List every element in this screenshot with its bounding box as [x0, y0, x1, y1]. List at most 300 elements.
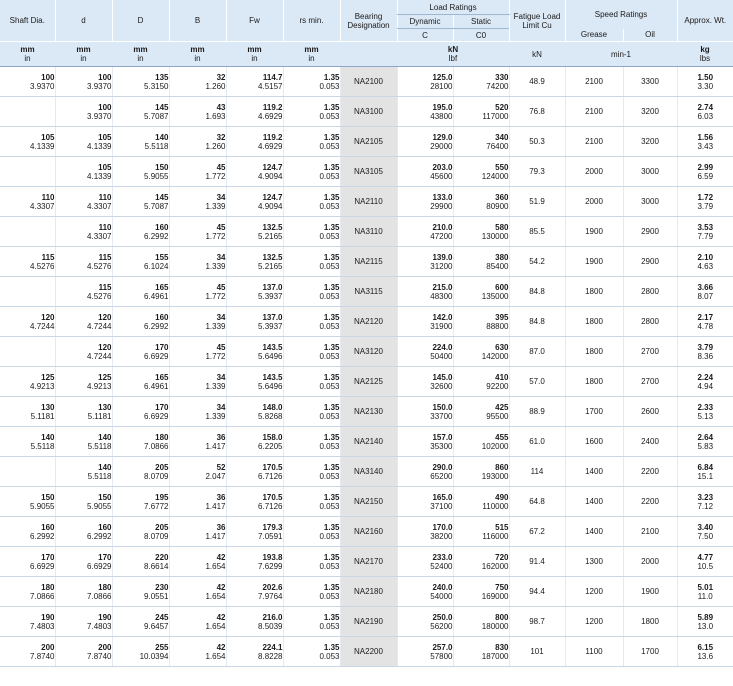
cell-oil-speed: 2800: [623, 277, 677, 307]
cell-d: 170 6.6929: [55, 547, 112, 577]
table-row: [0, 247, 733, 277]
cell-oil-speed: 3200: [623, 127, 677, 157]
cell-designation: NA2160: [340, 517, 397, 547]
cell-dynamic-rating: 203.0 45600: [397, 157, 453, 187]
cell-static-rating: 340 76400: [453, 127, 509, 157]
cell-fatigue-limit: 87.0: [509, 337, 565, 367]
header-static: Static: [453, 15, 509, 29]
cell-shaft-dia: [0, 337, 55, 367]
header-fatigue-load-limit: Fatigue Load Limit Cu: [509, 0, 565, 42]
cell-dynamic-rating: 290.0 65200: [397, 457, 453, 487]
unit-speed: min-1: [565, 42, 677, 67]
cell-B: 34 1.339: [169, 187, 226, 217]
cell-B: 43 1.693: [169, 97, 226, 127]
cell-dynamic-rating: 233.0 52400: [397, 547, 453, 577]
cell-D: 160 6.2992: [112, 217, 169, 247]
cell-D: 165 6.4961: [112, 367, 169, 397]
cell-oil-speed: 1900: [623, 577, 677, 607]
cell-shaft-dia: [0, 217, 55, 247]
cell-grease-speed: 1600: [565, 427, 623, 457]
cell-static-rating: 800 180000: [453, 607, 509, 637]
cell-rs: 1.35 0.053: [283, 157, 340, 187]
cell-oil-speed: 2700: [623, 337, 677, 367]
header-shaft-dia: Shaft Dia.: [0, 0, 55, 42]
cell-dynamic-rating: 142.0 31900: [397, 307, 453, 337]
cell-B: 45 1.772: [169, 337, 226, 367]
cell-shaft-dia: 180 7.0866: [0, 577, 55, 607]
header-load-ratings: Load Ratings: [397, 0, 509, 15]
cell-fw: 132.5 5.2165: [226, 247, 283, 277]
header-grease: Grease: [565, 29, 623, 42]
cell-B: 32 1.260: [169, 67, 226, 97]
cell-dynamic-rating: 210.0 47200: [397, 217, 453, 247]
cell-static-rating: 425 95500: [453, 397, 509, 427]
cell-weight: 3.79 8.36: [677, 337, 733, 367]
cell-weight: 4.77 10.5: [677, 547, 733, 577]
cell-shaft-dia: 105 4.1339: [0, 127, 55, 157]
cell-static-rating: 720 162000: [453, 547, 509, 577]
cell-grease-speed: 1400: [565, 487, 623, 517]
cell-rs: 1.35 0.053: [283, 337, 340, 367]
cell-oil-speed: 3000: [623, 187, 677, 217]
table-row: [0, 457, 733, 487]
table-row: [0, 97, 733, 127]
cell-fw: 170.5 6.7126: [226, 457, 283, 487]
table-row: [0, 427, 733, 457]
cell-fw: 202.6 7.9764: [226, 577, 283, 607]
cell-fw: 158.0 6.2205: [226, 427, 283, 457]
cell-static-rating: 490 110000: [453, 487, 509, 517]
cell-B: 42 1.654: [169, 637, 226, 667]
header-D: D: [112, 0, 169, 42]
unit-load-ratings: kN lbf: [397, 42, 509, 67]
cell-designation: NA2130: [340, 397, 397, 427]
cell-designation: NA2120: [340, 307, 397, 337]
unit-rs: mm in: [283, 42, 340, 67]
cell-D: 205 8.0709: [112, 517, 169, 547]
cell-weight: 2.64 5.83: [677, 427, 733, 457]
cell-shaft-dia: 140 5.5118: [0, 427, 55, 457]
cell-static-rating: 410 92200: [453, 367, 509, 397]
cell-B: 34 1.339: [169, 307, 226, 337]
cell-fatigue-limit: 76.8: [509, 97, 565, 127]
cell-shaft-dia: 200 7.8740: [0, 637, 55, 667]
cell-dynamic-rating: 133.0 29900: [397, 187, 453, 217]
cell-designation: NA2125: [340, 367, 397, 397]
cell-static-rating: 395 88800: [453, 307, 509, 337]
cell-d: 200 7.8740: [55, 637, 112, 667]
cell-d: 125 4.9213: [55, 367, 112, 397]
cell-oil-speed: 3200: [623, 97, 677, 127]
table-row: [0, 127, 733, 157]
cell-grease-speed: 1800: [565, 277, 623, 307]
cell-d: 190 7.4803: [55, 607, 112, 637]
cell-rs: 1.35 0.053: [283, 397, 340, 427]
cell-designation: NA2110: [340, 187, 397, 217]
cell-shaft-dia: [0, 157, 55, 187]
cell-rs: 1.35 0.053: [283, 67, 340, 97]
cell-B: 36 1.417: [169, 517, 226, 547]
table-row: [0, 367, 733, 397]
cell-shaft-dia: 170 6.6929: [0, 547, 55, 577]
cell-d: 115 4.5276: [55, 277, 112, 307]
cell-shaft-dia: [0, 277, 55, 307]
cell-designation: NA3105: [340, 157, 397, 187]
cell-grease-speed: 2000: [565, 157, 623, 187]
cell-designation: NA2140: [340, 427, 397, 457]
cell-weight: 2.17 4.78: [677, 307, 733, 337]
cell-D: 140 5.5118: [112, 127, 169, 157]
cell-grease-speed: 1900: [565, 247, 623, 277]
cell-oil-speed: 2000: [623, 547, 677, 577]
cell-d: 110 4.3307: [55, 187, 112, 217]
unit-shaft: mm in: [0, 42, 55, 67]
unit-weight: kg lbs: [677, 42, 733, 67]
cell-fw: 119.2 4.6929: [226, 127, 283, 157]
cell-rs: 1.35 0.053: [283, 427, 340, 457]
table-row: [0, 307, 733, 337]
cell-D: 145 5.7087: [112, 97, 169, 127]
cell-dynamic-rating: 195.0 43800: [397, 97, 453, 127]
header-dynamic: Dynamic: [397, 15, 453, 29]
cell-D: 135 5.3150: [112, 67, 169, 97]
cell-dynamic-rating: 250.0 56200: [397, 607, 453, 637]
cell-rs: 1.35 0.053: [283, 577, 340, 607]
cell-static-rating: 520 117000: [453, 97, 509, 127]
unit-fatigue: kN: [509, 42, 565, 67]
cell-fatigue-limit: 91.4: [509, 547, 565, 577]
cell-D: 195 7.6772: [112, 487, 169, 517]
table-row: [0, 397, 733, 427]
cell-shaft-dia: [0, 457, 55, 487]
cell-B: 42 1.654: [169, 577, 226, 607]
cell-static-rating: 830 187000: [453, 637, 509, 667]
cell-oil-speed: 2100: [623, 517, 677, 547]
cell-oil-speed: 2200: [623, 487, 677, 517]
cell-designation: NA2180: [340, 577, 397, 607]
cell-weight: 1.56 3.43: [677, 127, 733, 157]
cell-shaft-dia: 115 4.5276: [0, 247, 55, 277]
cell-fatigue-limit: 88.9: [509, 397, 565, 427]
cell-static-rating: 580 130000: [453, 217, 509, 247]
cell-shaft-dia: 120 4.7244: [0, 307, 55, 337]
unit-fw: mm in: [226, 42, 283, 67]
cell-fatigue-limit: 67.2: [509, 517, 565, 547]
cell-dynamic-rating: 170.0 38200: [397, 517, 453, 547]
cell-weight: 3.40 7.50: [677, 517, 733, 547]
cell-grease-speed: 2100: [565, 127, 623, 157]
cell-D: 220 8.6614: [112, 547, 169, 577]
cell-weight: 1.50 3.30: [677, 67, 733, 97]
cell-fw: 124.7 4.9094: [226, 187, 283, 217]
cell-fw: 216.0 8.5039: [226, 607, 283, 637]
table-row: [0, 217, 733, 247]
cell-oil-speed: 3000: [623, 157, 677, 187]
cell-dynamic-rating: 240.0 54000: [397, 577, 453, 607]
cell-rs: 1.35 0.053: [283, 637, 340, 667]
cell-D: 160 6.2992: [112, 307, 169, 337]
cell-d: 150 5.9055: [55, 487, 112, 517]
unit-B: mm in: [169, 42, 226, 67]
cell-fatigue-limit: 48.9: [509, 67, 565, 97]
cell-weight: 6.15 13.6: [677, 637, 733, 667]
cell-shaft-dia: [0, 97, 55, 127]
cell-d: 180 7.0866: [55, 577, 112, 607]
cell-rs: 1.35 0.053: [283, 127, 340, 157]
cell-grease-speed: 1400: [565, 517, 623, 547]
cell-rs: 1.35 0.053: [283, 307, 340, 337]
cell-rs: 1.35 0.053: [283, 97, 340, 127]
cell-fatigue-limit: 84.8: [509, 307, 565, 337]
cell-rs: 1.35 0.053: [283, 187, 340, 217]
cell-rs: 1.35 0.053: [283, 487, 340, 517]
cell-static-rating: 750 169000: [453, 577, 509, 607]
cell-fatigue-limit: 57.0: [509, 367, 565, 397]
cell-fatigue-limit: 64.8: [509, 487, 565, 517]
cell-dynamic-rating: 129.0 29000: [397, 127, 453, 157]
header-speed-ratings: Speed Ratings: [565, 0, 677, 29]
cell-static-rating: 330 74200: [453, 67, 509, 97]
cell-grease-speed: 1200: [565, 607, 623, 637]
cell-d: 105 4.1339: [55, 127, 112, 157]
cell-weight: 5.89 13.0: [677, 607, 733, 637]
cell-designation: NA2115: [340, 247, 397, 277]
cell-B: 32 1.260: [169, 127, 226, 157]
cell-static-rating: 630 142000: [453, 337, 509, 367]
cell-oil-speed: 2200: [623, 457, 677, 487]
cell-fatigue-limit: 114: [509, 457, 565, 487]
cell-D: 255 10.0394: [112, 637, 169, 667]
units-row: [0, 42, 733, 67]
cell-D: 150 5.9055: [112, 157, 169, 187]
cell-fw: 148.0 5.8268: [226, 397, 283, 427]
table-row: [0, 187, 733, 217]
cell-B: 45 1.772: [169, 157, 226, 187]
header-dynamic-symbol: C: [397, 29, 453, 42]
header-rs-min: rs min.: [283, 0, 340, 42]
cell-fatigue-limit: 85.5: [509, 217, 565, 247]
cell-fw: 119.2 4.6929: [226, 97, 283, 127]
cell-dynamic-rating: 215.0 48300: [397, 277, 453, 307]
cell-dynamic-rating: 157.0 35300: [397, 427, 453, 457]
unit-D: mm in: [112, 42, 169, 67]
cell-d: 140 5.5118: [55, 427, 112, 457]
cell-rs: 1.35 0.053: [283, 367, 340, 397]
cell-oil-speed: 2400: [623, 427, 677, 457]
cell-dynamic-rating: 150.0 33700: [397, 397, 453, 427]
cell-fatigue-limit: 101: [509, 637, 565, 667]
unit-designation: [340, 42, 397, 67]
cell-designation: NA2200: [340, 637, 397, 667]
cell-B: 42 1.654: [169, 547, 226, 577]
cell-shaft-dia: 100 3.9370: [0, 67, 55, 97]
cell-weight: 2.74 6.03: [677, 97, 733, 127]
cell-static-rating: 550 124000: [453, 157, 509, 187]
cell-B: 36 1.417: [169, 427, 226, 457]
cell-shaft-dia: 130 5.1181: [0, 397, 55, 427]
cell-grease-speed: 1400: [565, 457, 623, 487]
cell-shaft-dia: 110 4.3307: [0, 187, 55, 217]
cell-d: 115 4.5276: [55, 247, 112, 277]
cell-designation: NA2100: [340, 67, 397, 97]
cell-d: 120 4.7244: [55, 307, 112, 337]
cell-fatigue-limit: 94.4: [509, 577, 565, 607]
cell-weight: 2.24 4.94: [677, 367, 733, 397]
cell-grease-speed: 1300: [565, 547, 623, 577]
cell-grease-speed: 1900: [565, 217, 623, 247]
header-fw: Fw: [226, 0, 283, 42]
cell-grease-speed: 1800: [565, 337, 623, 367]
unit-d: mm in: [55, 42, 112, 67]
cell-B: 34 1.339: [169, 247, 226, 277]
cell-fw: 170.5 6.7126: [226, 487, 283, 517]
header-bearing-designation: Bearing Designation: [340, 0, 397, 42]
cell-designation: NA3140: [340, 457, 397, 487]
table-row: [0, 607, 733, 637]
cell-designation: NA3110: [340, 217, 397, 247]
cell-rs: 1.35 0.053: [283, 517, 340, 547]
cell-designation: NA2105: [340, 127, 397, 157]
cell-shaft-dia: 125 4.9213: [0, 367, 55, 397]
cell-static-rating: 380 85400: [453, 247, 509, 277]
cell-fw: 179.3 7.0591: [226, 517, 283, 547]
cell-D: 230 9.0551: [112, 577, 169, 607]
cell-B: 52 2.047: [169, 457, 226, 487]
cell-rs: 1.35 0.053: [283, 277, 340, 307]
cell-D: 180 7.0866: [112, 427, 169, 457]
table-row: [0, 547, 733, 577]
cell-dynamic-rating: 139.0 31200: [397, 247, 453, 277]
cell-d: 140 5.5118: [55, 457, 112, 487]
cell-B: 42 1.654: [169, 607, 226, 637]
table-row: [0, 337, 733, 367]
cell-weight: 3.53 7.79: [677, 217, 733, 247]
cell-fw: 124.7 4.9094: [226, 157, 283, 187]
cell-oil-speed: 2900: [623, 247, 677, 277]
cell-B: 34 1.339: [169, 397, 226, 427]
cell-d: 100 3.9370: [55, 67, 112, 97]
cell-rs: 1.35 0.053: [283, 547, 340, 577]
cell-designation: NA2150: [340, 487, 397, 517]
cell-oil-speed: 2900: [623, 217, 677, 247]
cell-weight: 5.01 11.0: [677, 577, 733, 607]
header-B: B: [169, 0, 226, 42]
cell-static-rating: 860 193000: [453, 457, 509, 487]
cell-static-rating: 515 116000: [453, 517, 509, 547]
cell-dynamic-rating: 224.0 50400: [397, 337, 453, 367]
cell-weight: 3.23 7.12: [677, 487, 733, 517]
cell-grease-speed: 1100: [565, 637, 623, 667]
cell-grease-speed: 1700: [565, 397, 623, 427]
cell-rs: 1.35 0.053: [283, 607, 340, 637]
cell-designation: NA3100: [340, 97, 397, 127]
cell-dynamic-rating: 257.0 57800: [397, 637, 453, 667]
cell-grease-speed: 1800: [565, 367, 623, 397]
cell-dynamic-rating: 125.0 28100: [397, 67, 453, 97]
cell-oil-speed: 2600: [623, 397, 677, 427]
cell-oil-speed: 2800: [623, 307, 677, 337]
cell-fw: 137.0 5.3937: [226, 307, 283, 337]
cell-grease-speed: 2100: [565, 67, 623, 97]
cell-fw: 137.0 5.3937: [226, 277, 283, 307]
cell-designation: NA3120: [340, 337, 397, 367]
table-row: [0, 277, 733, 307]
cell-shaft-dia: 160 6.2992: [0, 517, 55, 547]
cell-oil-speed: 2700: [623, 367, 677, 397]
cell-rs: 1.35 0.053: [283, 247, 340, 277]
cell-fw: 114.7 4.5157: [226, 67, 283, 97]
cell-d: 130 5.1181: [55, 397, 112, 427]
table-row: [0, 487, 733, 517]
cell-B: 34 1.339: [169, 367, 226, 397]
cell-fw: 193.8 7.6299: [226, 547, 283, 577]
cell-oil-speed: 1800: [623, 607, 677, 637]
cell-designation: NA3115: [340, 277, 397, 307]
cell-fw: 143.5 5.6496: [226, 367, 283, 397]
cell-grease-speed: 1200: [565, 577, 623, 607]
cell-oil-speed: 3300: [623, 67, 677, 97]
header-oil: Oil: [623, 29, 677, 42]
cell-fatigue-limit: 61.0: [509, 427, 565, 457]
cell-D: 245 9.6457: [112, 607, 169, 637]
table-row: [0, 577, 733, 607]
cell-fatigue-limit: 50.3: [509, 127, 565, 157]
cell-weight: 1.72 3.79: [677, 187, 733, 217]
cell-weight: 6.84 15.1: [677, 457, 733, 487]
cell-static-rating: 360 80900: [453, 187, 509, 217]
cell-fatigue-limit: 79.3: [509, 157, 565, 187]
cell-rs: 1.35 0.053: [283, 217, 340, 247]
cell-grease-speed: 1800: [565, 307, 623, 337]
cell-oil-speed: 1700: [623, 637, 677, 667]
cell-weight: 3.66 8.07: [677, 277, 733, 307]
cell-D: 145 5.7087: [112, 187, 169, 217]
cell-d: 160 6.2992: [55, 517, 112, 547]
cell-dynamic-rating: 165.0 37100: [397, 487, 453, 517]
header-approx-weight: Approx. Wt.: [677, 0, 733, 42]
cell-fw: 143.5 5.6496: [226, 337, 283, 367]
table-row: [0, 67, 733, 97]
cell-rs: 1.35 0.053: [283, 457, 340, 487]
header-d: d: [55, 0, 112, 42]
header-static-symbol: C0: [453, 29, 509, 42]
cell-weight: 2.33 5.13: [677, 397, 733, 427]
cell-weight: 2.10 4.63: [677, 247, 733, 277]
cell-D: 155 6.1024: [112, 247, 169, 277]
cell-d: 100 3.9370: [55, 97, 112, 127]
cell-fatigue-limit: 84.8: [509, 277, 565, 307]
cell-D: 170 6.6929: [112, 397, 169, 427]
cell-shaft-dia: 190 7.4803: [0, 607, 55, 637]
cell-D: 205 8.0709: [112, 457, 169, 487]
table-row: [0, 637, 733, 667]
cell-fw: 132.5 5.2165: [226, 217, 283, 247]
cell-d: 110 4.3307: [55, 217, 112, 247]
cell-dynamic-rating: 145.0 32600: [397, 367, 453, 397]
cell-fatigue-limit: 98.7: [509, 607, 565, 637]
cell-grease-speed: 2000: [565, 187, 623, 217]
cell-d: 120 4.7244: [55, 337, 112, 367]
cell-weight: 2.99 6.59: [677, 157, 733, 187]
cell-static-rating: 455 102000: [453, 427, 509, 457]
cell-fw: 224.1 8.8228: [226, 637, 283, 667]
cell-fatigue-limit: 54.2: [509, 247, 565, 277]
cell-B: 45 1.772: [169, 217, 226, 247]
cell-d: 105 4.1339: [55, 157, 112, 187]
cell-D: 170 6.6929: [112, 337, 169, 367]
cell-B: 36 1.417: [169, 487, 226, 517]
cell-designation: NA2190: [340, 607, 397, 637]
